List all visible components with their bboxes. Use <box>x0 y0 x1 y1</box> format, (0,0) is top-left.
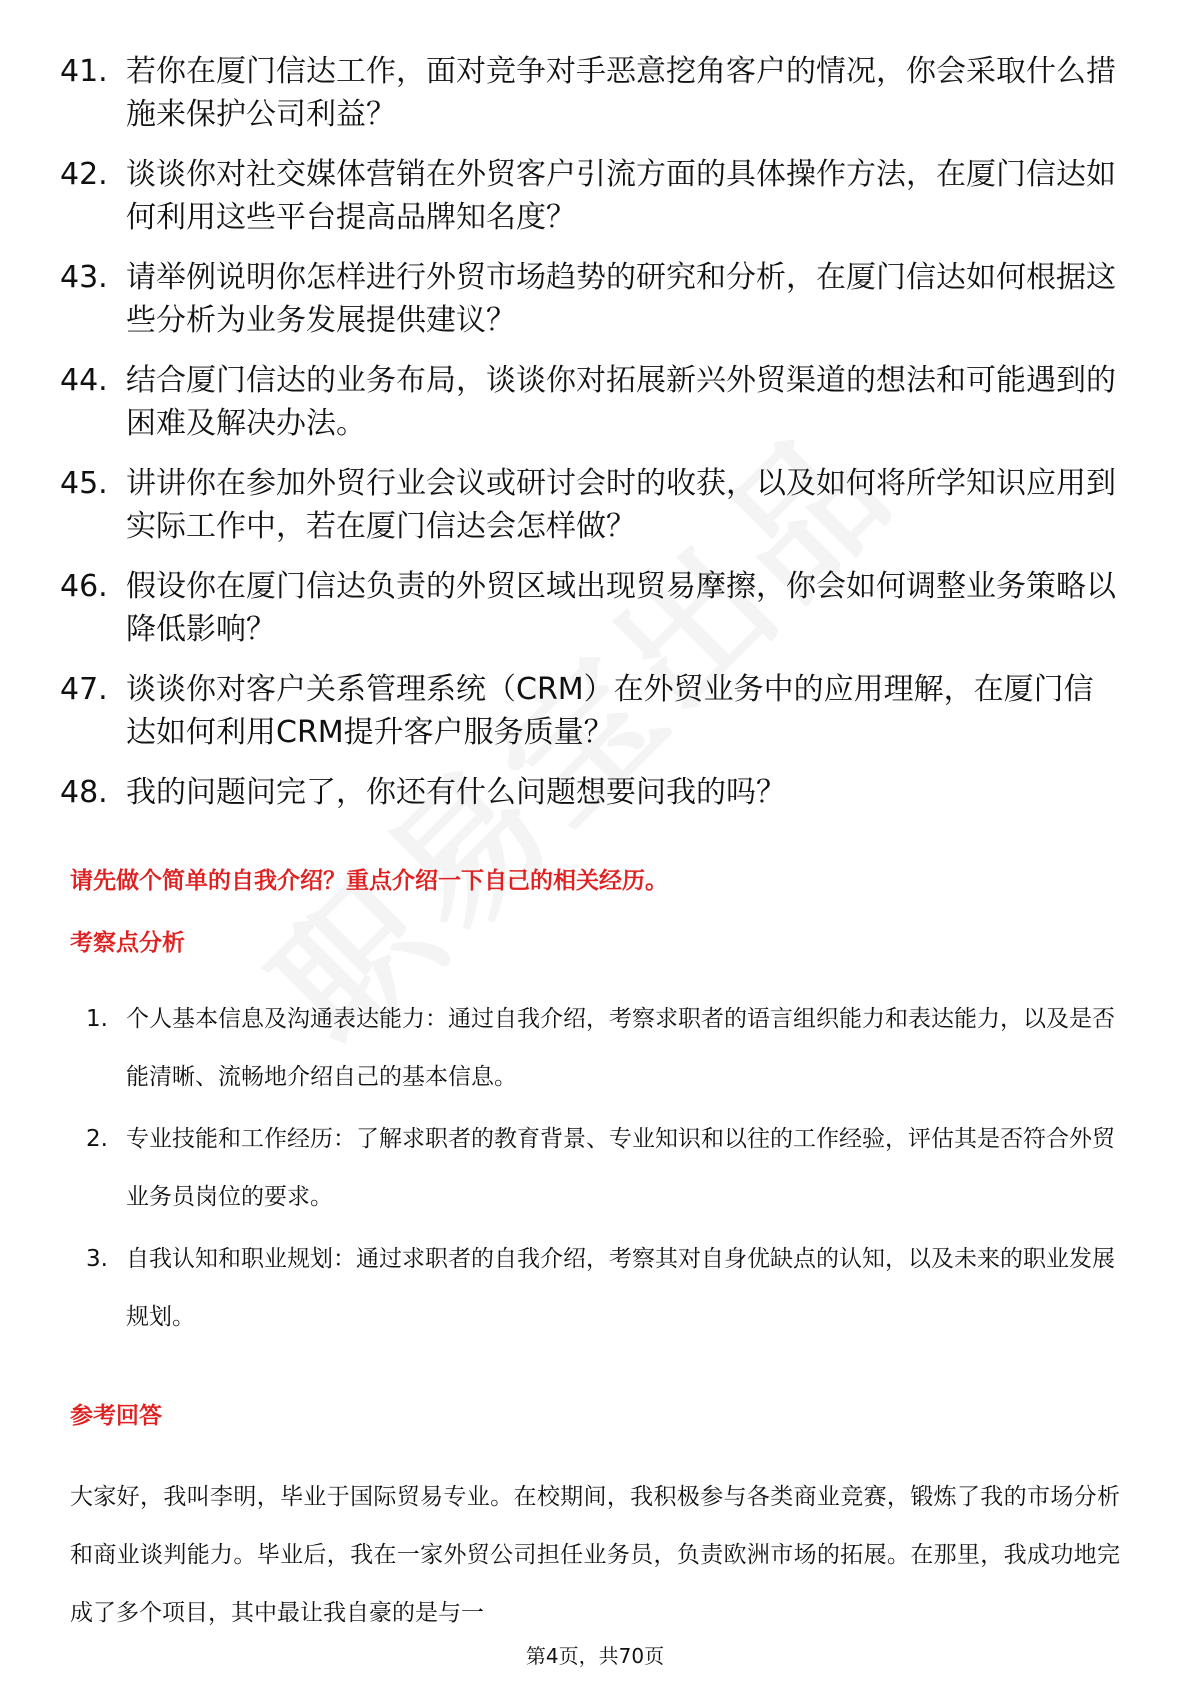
question-number: 48. <box>60 775 108 810</box>
list-item <box>60 50 1120 136</box>
section-question-title: 请先做个简单的自我介绍？重点介绍一下自己的相关经历。 <box>70 868 668 894</box>
analysis-number: 2. <box>86 1126 108 1152</box>
list-item <box>60 462 1120 548</box>
question-number: 44. <box>60 363 108 398</box>
list-item <box>60 565 1120 651</box>
analysis-title: 考察点分析 <box>70 930 185 956</box>
analysis-list <box>86 990 1126 1350</box>
analysis-text: 专业技能和工作经历：了解求职者的教育背景、专业知识和以往的工作经验，评估其是否符合外贸业务员岗位的要求。 <box>126 1126 1115 1210</box>
question-number: 43. <box>60 260 108 295</box>
answer-paragraph: 大家好，我叫李明，毕业于国际贸易专业。在校期间，我积极参与各类商业竞赛，锻炼了我的市场分析和商业谈判能力。毕业后，我在一家外贸公司担任业务员，负责欧洲市场的拓展。在那里，我成功地完成了多个项目，其中最让我自豪的是与一 <box>70 1484 1120 1626</box>
list-item <box>86 1110 1126 1226</box>
question-number: 47. <box>60 672 108 707</box>
analysis-text: 自我认知和职业规划：通过求职者的自我介绍，考察其对自身优缺点的认知，以及未来的职业发展规划。 <box>126 1246 1115 1330</box>
analysis-number: 1. <box>86 1006 108 1032</box>
question-text: 谈谈你对社交媒体营销在外贸客户引流方面的具体操作方法，在厦门信达如何利用这些平台提高品牌知名度？ <box>126 157 1116 235</box>
list-item <box>60 771 1120 814</box>
answer-title: 参考回答 <box>70 1403 162 1429</box>
list-item <box>60 153 1120 239</box>
analysis-text: 个人基本信息及沟通表达能力：通过自我介绍，考察求职者的语言组织能力和表达能力，以及是否能清晰、流畅地介绍自己的基本信息。 <box>126 1006 1115 1090</box>
analysis-number: 3. <box>86 1246 108 1272</box>
question-text: 假设你在厦门信达负责的外贸区域出现贸易摩擦，你会如何调整业务策略以降低影响？ <box>126 569 1116 647</box>
question-number: 41. <box>60 54 108 89</box>
question-text: 我的问题问完了，你还有什么问题想要问我的吗？ <box>126 775 786 810</box>
question-number: 45. <box>60 466 108 501</box>
list-item <box>60 256 1120 342</box>
question-number: 42. <box>60 157 108 192</box>
page-footer: 第4页，共70页 <box>525 1644 665 1668</box>
list-item <box>60 668 1120 754</box>
question-number: 46. <box>60 569 108 604</box>
question-text: 谈谈你对客户关系管理系统（CRM）在外贸业务中的应用理解，在厦门信达如何利用CRM提升客户服务质量？ <box>126 672 1094 750</box>
list-item <box>86 990 1126 1106</box>
question-text: 讲讲你在参加外贸行业会议或研讨会时的收获，以及如何将所学知识应用到实际工作中，若在厦门信达会怎样做？ <box>126 466 1116 544</box>
question-text: 若你在厦门信达工作，面对竞争对手恶意挖角客户的情况，你会采取什么措施来保护公司利益？ <box>126 54 1116 132</box>
list-item <box>60 359 1120 445</box>
list-item <box>86 1230 1126 1346</box>
question-text: 请举例说明你怎样进行外贸市场趋势的研究和分析，在厦门信达如何根据这些分析为业务发展提供建议？ <box>126 260 1116 338</box>
question-list <box>60 50 1120 831</box>
question-text: 结合厦门信达的业务布局，谈谈你对拓展新兴外贸渠道的想法和可能遇到的困难及解决办法。 <box>126 363 1116 441</box>
